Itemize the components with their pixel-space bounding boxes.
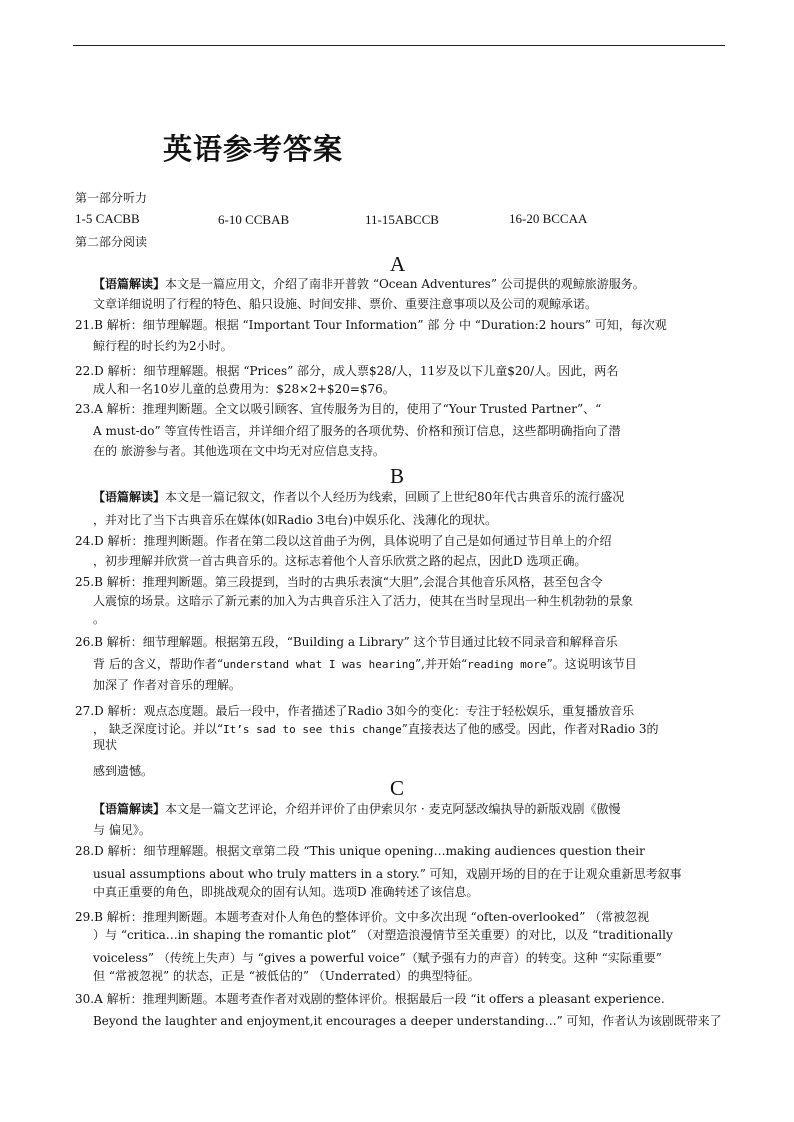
header-rule <box>73 45 725 46</box>
q21-explanation: 21.B 解析：细节理解题。根据 “Important Tour Information” 部 分 中 “Duration:2 hours” 可知，每次观 <box>75 318 667 332</box>
section-c-letter: C <box>390 776 405 800</box>
q29-explanation-end: 但 “常被忽视” 的状态，正是 “被低估的” （Underrated）的典型特征。 <box>93 969 480 983</box>
q28-explanation-cont: usual assumptions about who truly matters in a story.” 可知，戏剧开场的目的在于让观众重新思考叙事 <box>93 867 682 881</box>
section-a-letter: A <box>390 252 406 276</box>
q26-explanation: 26.B 解析：细节理解题。根据第五段，“Building a Library” 这个节目通过比较不同录音和解释音乐 <box>75 635 618 649</box>
section-b-letter: B <box>390 464 405 488</box>
answers-11-15: 11-15ABCCB <box>365 212 439 227</box>
part2-heading: 第二部分阅读 <box>75 235 148 249</box>
q21-explanation-cont: 鲸行程的时长约为2小时。 <box>93 339 233 353</box>
q23-explanation-end: 在的 旅游参与者。其他选项在文中均无对应信息支持。 <box>93 444 385 458</box>
q27-explanation-end: 感到遗憾。 <box>93 764 154 778</box>
page-title: 英语参考答案 <box>163 132 344 166</box>
part1-heading: 第一部分听力 <box>75 191 148 205</box>
q26-explanation-cont: 背 后的含义，帮助作者“understand what I was hearing”,并开始“reading more”。这说明该节目 <box>93 657 637 671</box>
q27-explanation-line3: 现状 <box>93 738 118 752</box>
q30-explanation-cont: Beyond the laughter and enjoyment,it encourages a deeper understanding…” 可知，作者认为该剧既带来了 <box>93 1014 722 1028</box>
q28-explanation-end: 中真正重要的角色，即挑战观众的固有认知。选项D 准确转述了该信息。 <box>93 885 479 899</box>
q22-explanation: 22.D 解析：细节理解题。根据 “Prices” 部分，成人票$28/人，11岁及以下儿童$20/人。因此，两名 <box>75 364 619 378</box>
section-b-intro-cont: ，并对比了当下古典音乐在媒体(如Radio 3电台)中娱乐化、浅薄化的现状。 <box>93 513 498 527</box>
answers-16-20: 16-20 BCCAA <box>509 211 588 226</box>
q25-explanation: 25.B 解析：推理判断题。第三段提到，当时的古典乐表演“大胆”,会混合其他音乐风格，甚至包含令 <box>75 575 603 589</box>
q25-explanation-end: 。 <box>93 612 106 626</box>
section-a-intro: 【语篇解读】本文是一篇应用文，介绍了南非开普敦 “Ocean Adventures” 公司提供的观鲸旅游服务。 <box>93 277 645 291</box>
q29-explanation: 29.B 解析：推理判断题。本题考查对仆人角色的整体评价。文中多次出现 “often-overlooked” （常被忽视 <box>75 910 650 924</box>
section-b-intro: 【语篇解读】本文是一篇记叙文，作者以个人经历为线索，回顾了上世纪80年代古典音乐的流行盛况 <box>93 490 625 504</box>
section-a-intro-cont: 文章详细说明了行程的特色、船只设施、时间安排、票价、重要注意事项以及公司的观鲸承诺。 <box>93 297 598 311</box>
q22-explanation-cont: 成人和一名10岁儿童的总费用为：$28×2+$20=$76。 <box>93 382 395 396</box>
q23-explanation-cont: A must-do” 等宣传性语言，并详细介绍了服务的各项优势、价格和预订信息，这些都明确指向了潜 <box>93 424 621 438</box>
section-c-intro-cont: 与 偏见》。 <box>93 823 151 837</box>
q28-explanation: 28.D 解析：细节理解题。根据文章第二段 “This unique opening…making audiences question their <box>75 844 645 858</box>
q29-explanation-line3: voiceless” （传统上失声）与 “gives a powerful voice”（赋予强有力的声音）的转变。这种 “实际重要” <box>93 951 662 965</box>
q29-explanation-cont: ）与 “critica…in shaping the romantic plot” （对塑造浪漫情节至关重要）的对比，以及 “traditionally <box>93 928 673 942</box>
q30-explanation: 30.A 解析：推理判断题。本题考查作者对戏剧的整体评价。根据最后一段 “it offers a pleasant experience. <box>75 992 665 1006</box>
section-c-intro: 【语篇解读】本文是一篇文艺评论，介绍并评价了由伊索贝尔 · 麦克阿瑟改编执导的新版戏剧《傲慢 <box>93 802 621 816</box>
answers-6-10: 6-10 CCBAB <box>218 212 290 227</box>
q24-explanation-cont: ，初步理解并欣赏一首古典音乐的。这标志着他个人音乐欣赏之路的起点，因此D 选项正确。 <box>93 554 587 568</box>
q27-explanation-cont: ， 缺乏深度讨论。并以“It’s sad to see this change”直接表达了他的感受。因此，作者对Radio 3的 <box>93 722 659 736</box>
answers-1-5: 1-5 CACBB <box>75 211 140 226</box>
q27-explanation: 27.D 解析：观点态度题。最后一段中，作者描述了Radio 3如今的变化：专注于轻松娱乐，重复播放音乐 <box>75 704 635 718</box>
q25-explanation-cont: 人震惊的场景。这暗示了新元素的加入为古典音乐注入了活力，使其在当时呈现出一种生机勃勃的景象 <box>93 594 634 608</box>
q24-explanation: 24.D 解析：推理判断题。作者在第二段以这首曲子为例，具体说明了自己是如何通过节目单上的介绍 <box>75 534 612 548</box>
q26-explanation-end: 加深了 作者对音乐的理解。 <box>93 678 241 692</box>
q23-explanation: 23.A 解析：推理判断题。全文以吸引顾客、宣传服务为目的，使用了“Your Trusted Partner”、“ <box>75 402 602 416</box>
